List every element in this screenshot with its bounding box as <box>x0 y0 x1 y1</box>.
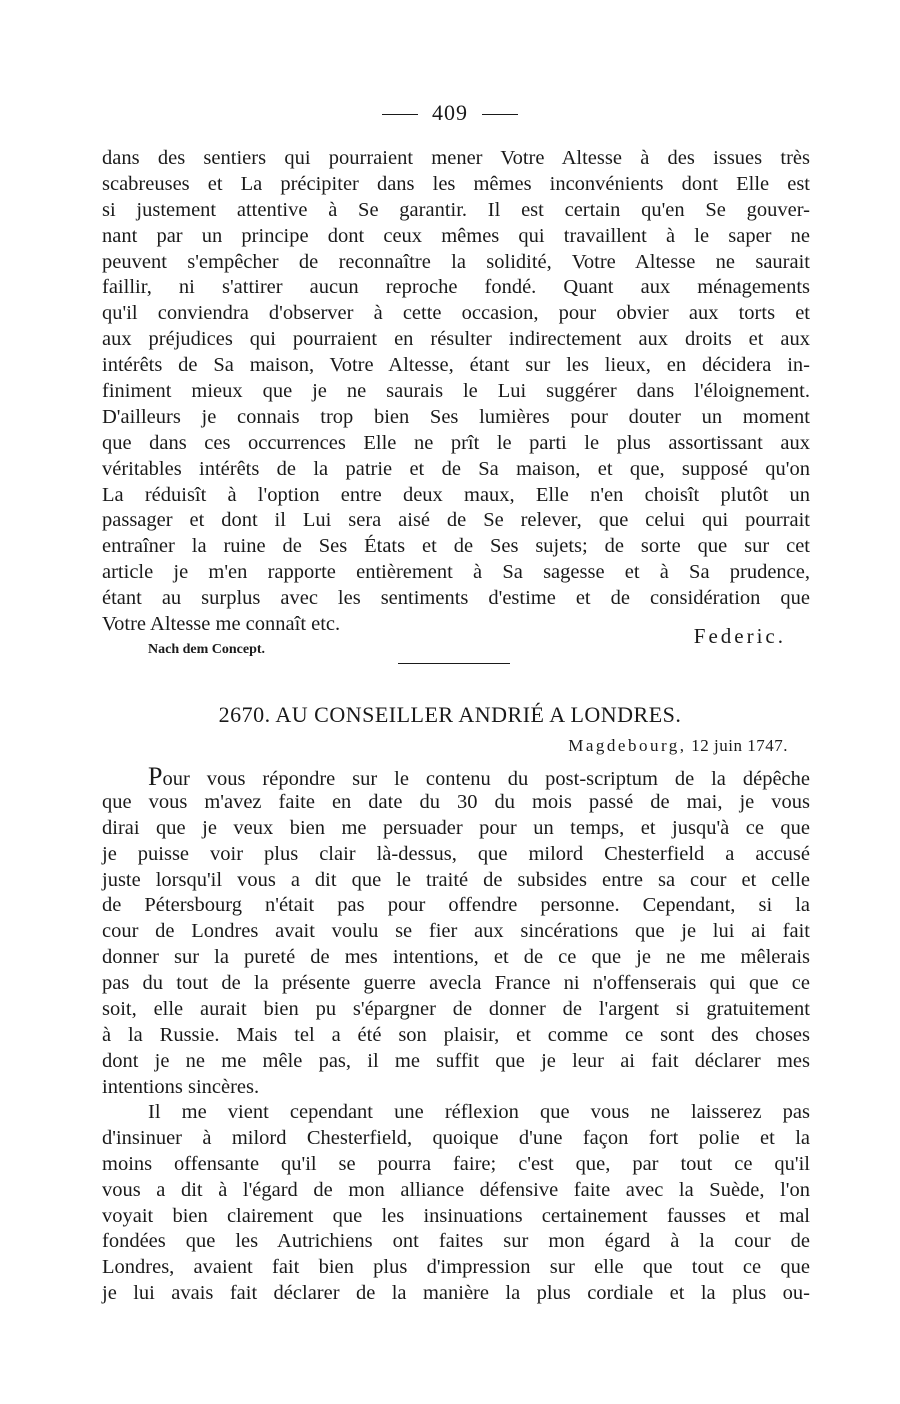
paragraph-continuation <box>102 146 810 638</box>
text-line: entraîner la ruine de Ses États et de Ses sujets; de sorte que sur cet <box>102 535 810 558</box>
paragraph-letter-body-1 <box>102 764 810 1101</box>
text-line: nant par un principe dont ceux mêmes qui travaillent à le saper ne <box>102 224 810 247</box>
text-line: faillir, ni s'attirer aucun reproche fondé. Quant aux ménagements <box>102 276 810 299</box>
text-line: pas du tout de la présente guerre avecla France ni n'offenserais qui que ce <box>102 972 810 995</box>
text-line: intérêts de Sa maison, Votre Altesse, étant sur les lieux, en décidera in- <box>102 354 810 377</box>
text-line: intentions sincères. <box>102 1075 260 1098</box>
text-line: de Pétersbourg n'était pas pour offendre personne. Cependant, si la <box>102 894 810 917</box>
text-line: Il me vient cependant une réflexion que vous ne laisserez pas <box>148 1101 810 1123</box>
text-line: dont je ne me mêle pas, il me suffit que je leur ai fait déclarer mes <box>102 1049 810 1072</box>
text-line: que dans ces occurrences Elle ne prît le parti le plus assortissant aux <box>102 431 810 454</box>
text-line: Votre Altesse me connaît etc. <box>102 613 341 636</box>
text-line: cour de Londres avait voulu se fier aux sincérations que je lui ai fait <box>102 920 810 943</box>
text-line: qu'il conviendra d'observer à cette occasion, pour obvier aux torts et <box>102 302 810 325</box>
text-line: vous a dit à l'égard de mon alliance défensive faite avec la Suède, l'on <box>102 1178 810 1201</box>
text-line: que vous m'avez faite en date du 30 du mois passé de mai, je vous <box>102 790 810 813</box>
text-line: juste lorsqu'il vous a dit que le traité de subsides entre sa cour et celle <box>102 868 810 891</box>
page-number: 409 <box>432 100 468 125</box>
text-line: d'insinuer à milord Chesterfield, quoique d'une façon fort polie et la <box>102 1126 810 1149</box>
text-line: dans des sentiers qui pourraient mener Votre Altesse à des issues très <box>102 147 810 169</box>
text-line: aux préjudices qui pourraient en résulter indirectement aux droits et aux <box>102 328 810 351</box>
text-line: je lui avais fait déclarer de la manière la plus cordiale et la plus ou- <box>102 1282 810 1305</box>
text-line: voyait bien clairement que les insinuations certainement fausses et mal <box>102 1204 810 1227</box>
text-line: passager et dont il Lui sera aisé de Se relever, que celui qui pourrait <box>102 509 810 532</box>
text-line: scabreuses et La précipiter dans les mêmes inconvénients dont Elle est <box>102 172 810 195</box>
text-line: si justement attentive à Se garantir. Il est certain qu'en Se gouver- <box>102 198 810 221</box>
letter-place: Magdebourg, <box>568 736 687 755</box>
text-line: moins offensante qu'il se pourra faire; c'est que, par tout ce qu'il <box>102 1152 810 1175</box>
text-line: peuvent s'empêcher de reconnaître la solidité, Votre Altesse ne saurait <box>102 250 810 273</box>
text-line: je puisse voir plus clair là-dessus, que milord Chesterfield a accusé <box>102 842 810 865</box>
text-line: fondées que les Autrichiens ont faites sur mon égard à la cour de <box>102 1230 810 1253</box>
letter-date: 12 juin 1747. <box>691 736 788 755</box>
text-line: La réduisît à l'option entre deux maux, Elle n'en choisît plutôt un <box>102 483 810 506</box>
text-line: dirai que je veux bien me persuader pour un temps, et jusqu'à ce que <box>102 816 810 839</box>
text-line: soit, elle aurait bien pu s'épargner de donner de l'argent si gratuitement <box>102 998 810 1021</box>
letter-dateline <box>568 736 788 756</box>
text-line: finiment mieux que je ne saurais le Lui suggérer dans l'éloignement. <box>102 380 810 403</box>
paragraph-letter-body-2 <box>102 1100 810 1307</box>
text-line: Londres, avaient fait bien plus d'impression sur elle que tout ce que <box>102 1256 810 1279</box>
source-note: Nach dem Concept. <box>148 642 266 657</box>
text-line: étant au surplus avec les sentiments d'estime et de considération que <box>102 587 810 610</box>
text-line: véritables intérêts de la patrie et de Sa maison, et que, supposé qu'on <box>102 457 810 480</box>
page-header <box>0 100 900 126</box>
signature: Federic. <box>693 624 786 648</box>
section-divider <box>398 663 510 664</box>
letter-title: AU CONSEILLER ANDRIÉ A LONDRES. <box>275 702 682 727</box>
letter-number: 2670. <box>218 702 271 727</box>
header-rule-right <box>482 114 518 115</box>
text-line: à la Russie. Mais tel a été son plaisir, et comme ce sont des choses <box>102 1023 810 1046</box>
text-line: donner sur la pureté de mes intentions, et de ce que je ne me mêlerais <box>102 946 810 969</box>
header-rule-left <box>382 114 418 115</box>
letter-heading <box>0 702 900 728</box>
text-line: article je m'en rapporte entièrement à Sa sagesse et à Sa prudence, <box>102 561 810 584</box>
text-line: Pour vous répondre sur le contenu du post-scriptum de la dépêche <box>148 762 810 791</box>
text-line: D'ailleurs je connais trop bien Ses lumières pour douter un moment <box>102 405 810 428</box>
